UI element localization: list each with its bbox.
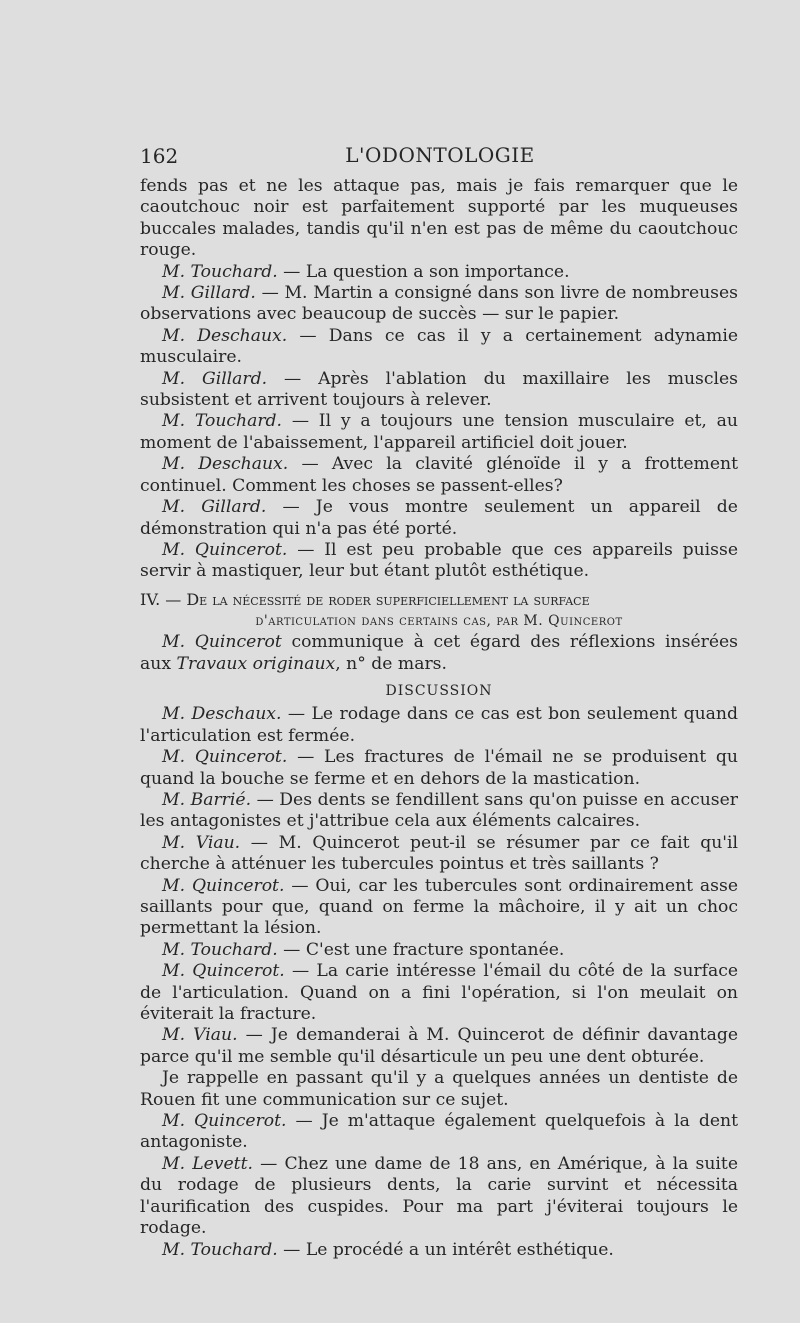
speaker: M. Gillard. [162,497,267,518]
paragraph-text: fends pas et ne les attaque pas, mais je fais remarquer que le caoutchouc noir est parfaitement supporté par les muqueuses buccales malades, tandis qu'il n'en est pas de même du caoutchouc rouge. [140,176,738,261]
section-title-line1: — De la nécessité de roder superficiellement la surface [165,589,590,609]
speaker: M. Quincerot. [162,747,288,768]
intro-italic: Travaux originaux [176,653,336,674]
paragraph [140,940,738,961]
section-title-line2 [140,611,738,632]
paragraph [140,833,738,876]
intro-text-b: , n° de mars. [335,653,447,674]
paragraph [140,262,738,283]
paragraph [140,283,738,326]
section-number: IV. [140,589,161,609]
speaker: M. Barrié. [162,789,252,810]
speaker: M. Touchard. [162,411,283,432]
speaker: M. Deschaux. [162,704,282,725]
speaker: M. Gillard. [162,283,256,304]
speaker: M. Quincerot. [162,875,285,896]
intro-text-a: communique à cet égard des réflexions insérées aux [140,632,738,674]
page-number: 162 [140,144,179,168]
paragraph [140,540,738,583]
paragraph-text: — Le procédé a un intérêt esthétique. [283,1239,614,1260]
page-body [140,176,738,1261]
paragraph [140,704,738,747]
paragraph [140,497,738,540]
paragraph [140,369,738,412]
discussion-label: DISCUSSION [385,682,493,699]
section-title-line2-text: d'articulation dans certains cas, par M. Quincerot [255,612,623,629]
speaker: M. Touchard. [162,1239,278,1260]
paragraph-text: — Avec la clavité glénoïde il y a frottement continuel. Comment les choses se passent-elles? [140,454,738,496]
paragraph [140,1111,738,1154]
paragraph-text: — Il y a toujours une tension musculaire et, au moment de l'abaissement, l'appareil artificiel doit jouer. [140,411,739,453]
paragraph-text: — Il est peu probable que ces appareils puisse servir à mastiquer, leur but étant plutôt esthétique. [140,539,738,582]
speaker: M. Viau. [162,1025,238,1046]
paragraph-text: — Je vous montre seulement un appareil de démonstration qui n'a pas été porté. [140,497,738,539]
paragraph-text: — Dans ce cas il y a certainement adynamie musculaire. [140,325,738,368]
speaker: M. Touchard. [162,261,278,282]
section-intro [140,632,738,675]
paragraph-text: — Le rodage dans ce cas est bon seulement quand l'articulation est fermée. [140,704,739,746]
paragraph [140,1025,738,1068]
speaker: M. Levett. [162,1153,253,1174]
paragraph [140,1240,738,1261]
paragraph-text: — Oui, car les tubercules sont ordinairement asse saillants pour que, quand on ferme la mâchoire, il y ait un choc permettant la lésion. [140,875,738,939]
paragraph-text: — La question a son importance. [283,261,570,282]
paragraph-text: — M. Martin a consigné dans son livre de nombreuses observations avec beaucoup de succès — sur le papier. [140,283,738,325]
paragraph [140,411,738,454]
paragraph [140,747,738,790]
paragraph-text: — Chez une dame de 18 ans, en Amérique, à la suite du rodage de plusieurs dents, la carie survint et nécessita l'aurification des cuspides. Pour ma part j'éviterai toujours le rodage. [140,1153,738,1239]
speaker: M. Quincerot. [162,539,288,560]
paragraph [140,876,738,940]
paragraph-text: — Des dents se fendillent sans qu'on puisse en accuser les antagonistes et j'attribue cela aux éléments calcaires. [140,789,739,832]
speaker: M. Deschaux. [162,454,289,475]
paragraph [140,1068,738,1111]
paragraph [140,176,738,262]
paragraph-text: — Les fractures de l'émail ne se produisent qu quand la bouche se ferme et en dehors de la mastication. [140,747,739,789]
speaker: M. Quincerot. [162,961,285,982]
page-header [140,138,740,172]
paragraph-text: — Je demanderai à M. Quincerot de définir davantage parce qu'il me semble qu'il désarticule un peu une dent obturée. [140,1025,738,1067]
paragraph-text: — C'est une fracture spontanée. [283,939,565,960]
speaker: M. Quincerot. [162,1111,287,1132]
paragraph-text: — Je m'attaque également quelquefois à la dent antagoniste. [140,1111,738,1153]
speaker: M. Deschaux. [162,325,288,346]
speaker: M. Viau. [162,832,241,853]
speaker: M. Quincerot [162,632,282,653]
paragraph-text: — Après l'ablation du maxillaire les muscles subsistent et arrivent toujours à relever. [140,368,738,411]
paragraph-text: Je rappelle en passant qu'il y a quelques années un dentiste de Rouen fit une communication sur ce sujet. [140,1068,738,1110]
paragraph [140,454,738,497]
paragraph-text: — M. Quincerot peut-il se résumer par ce fait qu'il cherche à atténuer les tubercules pointus et très saillants ? [140,832,738,875]
paragraph [140,1154,738,1240]
paragraph-text: — La carie intéresse l'émail du côté de la surface de l'articulation. Quand on a fini l'opération, si l'on meulait on éviterait la fracture. [140,961,739,1025]
paragraph [140,790,738,833]
section-heading [140,589,738,611]
running-title: L'ODONTOLOGIE [345,143,535,167]
paragraph [140,961,738,1025]
speaker: M. Touchard. [162,939,278,960]
speaker: M. Gillard. [162,368,268,389]
paragraph [140,326,738,369]
